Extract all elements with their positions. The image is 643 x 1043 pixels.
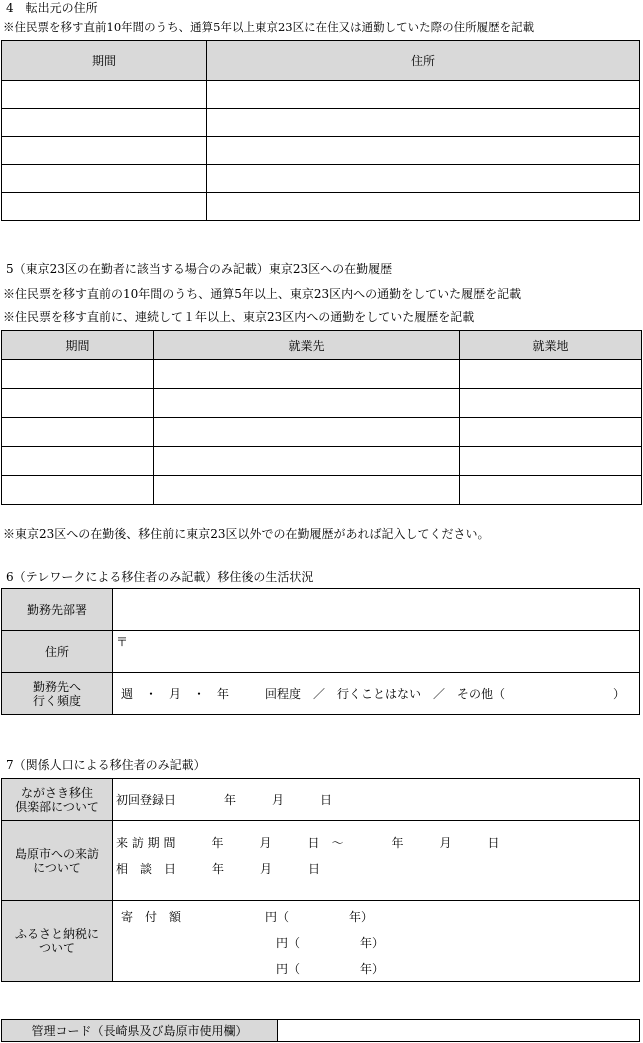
header-period: 期間	[2, 331, 154, 360]
table-row	[2, 193, 640, 221]
workplace-cell[interactable]	[460, 447, 642, 476]
employer-cell[interactable]	[154, 418, 460, 447]
admin-code-field[interactable]	[278, 1020, 640, 1042]
visit-label-line-2: について	[33, 860, 81, 875]
address-cell[interactable]	[207, 109, 640, 137]
freq-label-line-2: 行く頻度	[32, 693, 81, 708]
dept-label: 勤務先部署	[2, 589, 113, 631]
period-cell[interactable]	[2, 193, 207, 221]
workplace-cell[interactable]	[460, 476, 642, 505]
employer-cell[interactable]	[154, 360, 460, 389]
table-row	[2, 476, 642, 505]
section5-note-1: ※住民票を移す直前の10年間のうち、通算5年以上、東京23区内への通勤をしていた履歴を記載	[3, 287, 522, 301]
dept-field[interactable]	[113, 589, 640, 631]
table-row	[2, 165, 640, 193]
club-label	[2, 779, 113, 821]
period-cell[interactable]	[2, 109, 207, 137]
table-row	[2, 360, 642, 389]
table-row	[2, 109, 640, 137]
relation-table	[1, 778, 640, 982]
freq-label-line-1: 勤務先へ	[32, 679, 81, 694]
admin-code-table	[1, 1019, 640, 1042]
table-row	[2, 418, 642, 447]
section5-title: 5（東京23区の在勤者に該当する場合のみ記載）東京23区への在勤履歴	[6, 262, 393, 276]
section7-title: 7（関係人口による移住者のみ記載）	[6, 758, 206, 772]
section5-footnote: ※東京23区への在勤後、移住前に東京23区以外での在勤履歴があれば記入してください。	[3, 527, 490, 541]
workplace-cell[interactable]	[460, 389, 642, 418]
header-employer: 就業先	[154, 331, 460, 360]
address-cell[interactable]	[207, 165, 640, 193]
period-cell[interactable]	[2, 137, 207, 165]
address-cell[interactable]	[207, 81, 640, 109]
donation-amount-2: 円（ 年）	[276, 935, 385, 950]
table-row	[2, 137, 640, 165]
tax-label-line-1: ふるさと納税に	[14, 927, 99, 941]
table-row	[2, 447, 642, 476]
donation-amount-1: 寄 付 額 円（ 年）	[121, 909, 374, 924]
period-cell[interactable]	[2, 476, 154, 505]
employer-cell[interactable]	[154, 476, 460, 505]
address-cell[interactable]	[207, 137, 640, 165]
period-cell[interactable]	[2, 389, 154, 418]
visit-label	[2, 821, 113, 901]
employer-cell[interactable]	[154, 447, 460, 476]
postal-mark: 〒	[116, 635, 129, 649]
period-cell[interactable]	[2, 81, 207, 109]
freq-options: 週 ・ 月 ・ 年 回程度 ／ 行くことはない ／ その他（ ）	[121, 687, 626, 701]
period-cell[interactable]	[2, 418, 154, 447]
workplace-cell[interactable]	[460, 360, 642, 389]
work-history-table	[1, 330, 642, 505]
header-period: 期間	[2, 41, 207, 81]
telework-table	[1, 588, 640, 715]
tax-label	[2, 901, 113, 982]
address-cell[interactable]	[207, 193, 640, 221]
period-cell[interactable]	[2, 360, 154, 389]
visit-field[interactable]	[113, 821, 640, 901]
admin-code-label: 管理コード（長崎県及び島原市使用欄）	[2, 1020, 278, 1042]
consultation-date: 相 談 日 年 月 日	[116, 861, 321, 876]
section4-note: ※住民票を移す直前10年間のうち、通算5年以上東京23区に在住又は通勤していた際の住所履歴を記載	[3, 20, 535, 34]
section6-title: 6（テレワークによる移住者のみ記載）移住後の生活状況	[6, 570, 314, 584]
freq-field[interactable]	[113, 673, 640, 715]
club-label-line-2: 倶楽部について	[15, 799, 99, 814]
first-registration-date: 初回登録日 年 月 日	[116, 793, 333, 807]
tax-field[interactable]	[113, 901, 640, 982]
freq-label	[2, 673, 113, 715]
period-cell[interactable]	[2, 447, 154, 476]
workplace-cell[interactable]	[460, 418, 642, 447]
employer-cell[interactable]	[154, 389, 460, 418]
section5-note-2: ※住民票を移す直前に、連続して１年以上、東京23区内への通勤をしていた履歴を記載	[3, 310, 475, 324]
visit-label-line-1: 島原市への来訪	[14, 846, 99, 861]
donation-amount-3: 円（ 年）	[276, 961, 385, 976]
section4-title: 4 転出元の住所	[6, 1, 98, 15]
header-workplace: 就業地	[460, 331, 642, 360]
club-label-line-1: ながさき移住	[20, 785, 93, 800]
table-row	[2, 81, 640, 109]
tax-label-line-2: ついて	[38, 941, 75, 955]
address-history-table	[1, 40, 640, 221]
header-address: 住所	[207, 41, 640, 81]
address-field[interactable]	[113, 631, 640, 673]
address-label: 住所	[2, 631, 113, 673]
club-field[interactable]	[113, 779, 640, 821]
table-row	[2, 389, 642, 418]
visit-period: 来 訪 期 間 年 月 日 〜 年 月 日	[116, 835, 500, 850]
period-cell[interactable]	[2, 165, 207, 193]
